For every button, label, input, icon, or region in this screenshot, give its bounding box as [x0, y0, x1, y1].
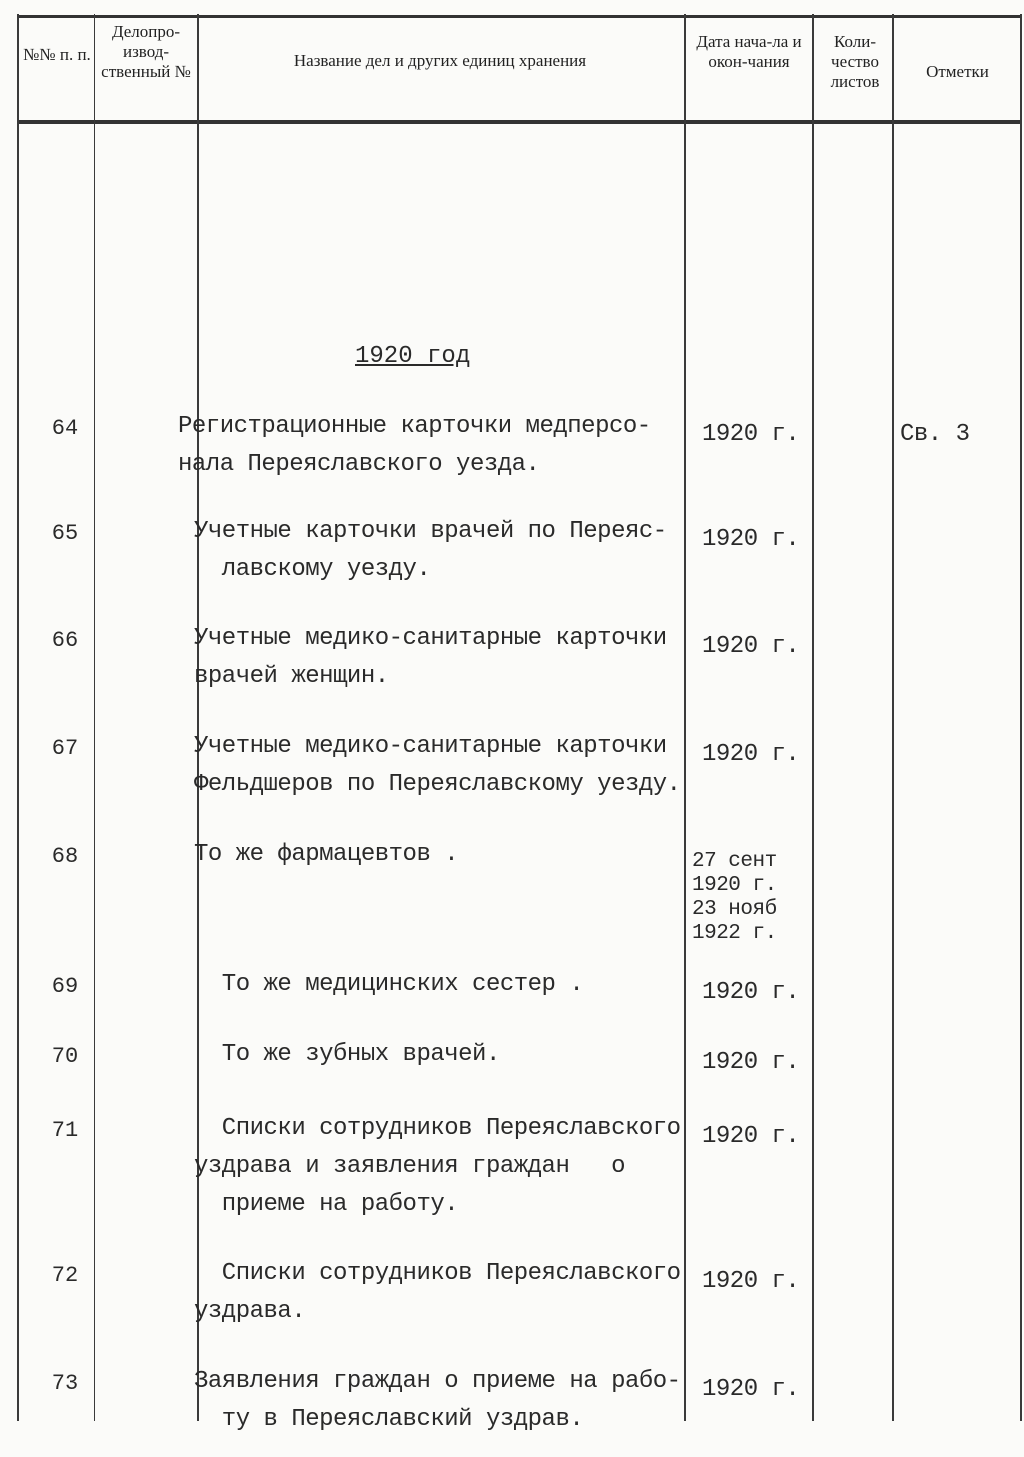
row-date: 1920 г.	[702, 741, 800, 768]
row-title-line: лавскому уезду.	[194, 556, 431, 583]
row-title-line: Учетные медико-санитарные карточки	[194, 625, 667, 652]
row-title-line: Учетные медико-санитарные карточки	[194, 733, 667, 760]
header-bottom-rule	[18, 120, 1022, 124]
row-title-line: Списки сотрудников Переяславского	[194, 1115, 681, 1142]
header-dates: Дата нача-ла и окон-чания	[696, 32, 802, 71]
row-number: 67	[51, 736, 79, 761]
row-title-line: Регистрационные карточки медперсо-	[178, 413, 651, 440]
row-number: 70	[51, 1044, 79, 1069]
row-date: 1920 г.	[702, 1049, 800, 1076]
row-number: 71	[51, 1118, 79, 1143]
row-date: 27 сент 1920 г. 23 нояб 1922 г.	[692, 850, 777, 945]
row-title-line: Учетные карточки врачей по Переяс-	[194, 518, 667, 545]
column-divider	[812, 14, 814, 1421]
row-number: 72	[51, 1263, 79, 1288]
row-date: 1920 г.	[702, 526, 800, 553]
row-number: 68	[51, 844, 79, 869]
row-title-line: нала Переяславского уезда.	[178, 451, 540, 478]
row-date: 1920 г.	[702, 979, 800, 1006]
column-divider	[892, 14, 894, 1421]
row-title-line: Фельдшеров по Переяславскому уезду.	[194, 771, 681, 798]
column-divider	[17, 14, 19, 1421]
row-title-line: уздрава и заявления граждан о	[194, 1153, 625, 1180]
row-title-line: врачей женщин.	[194, 663, 389, 690]
row-number: 66	[51, 628, 79, 653]
table-top-rule	[18, 15, 1022, 18]
row-title-line: То же медицинских сестер .	[194, 971, 584, 998]
row-date: 1920 г.	[702, 1376, 800, 1403]
header-office-num: Делопро-извод-ственный №	[101, 22, 191, 81]
header-notes: Отметки	[926, 62, 989, 81]
header-sheets: Коли-чество листов	[830, 32, 880, 91]
column-divider	[1020, 14, 1022, 1421]
row-date: 1920 г.	[702, 421, 800, 448]
row-date: 1920 г.	[702, 1123, 800, 1150]
row-title-line: То же фармацевтов .	[194, 841, 459, 868]
column-divider	[94, 14, 95, 1421]
row-title-line: То же зубных врачей.	[194, 1041, 500, 1068]
row-title-line: Заявления граждан о приеме на рабо-	[194, 1368, 681, 1395]
section-title: 1920 год	[355, 343, 471, 370]
row-title-line: Списки сотрудников Переяславского	[194, 1260, 681, 1287]
row-number: 64	[51, 416, 79, 441]
row-title-line: приеме на работу.	[194, 1191, 459, 1218]
row-date: 1920 г.	[702, 1268, 800, 1295]
row-number: 69	[51, 974, 79, 999]
header-title: Название дел и других единиц хранения	[293, 51, 587, 70]
column-divider	[684, 14, 686, 1421]
row-number: 73	[51, 1371, 79, 1396]
row-date: 1920 г.	[702, 633, 800, 660]
row-title-line: уздрава.	[194, 1298, 306, 1325]
header-num: №№ п. п.	[23, 45, 91, 64]
row-number: 65	[51, 521, 79, 546]
row-title-line: ту в Переяславский уздрав.	[194, 1406, 584, 1433]
row-note: Св. 3	[900, 421, 970, 448]
